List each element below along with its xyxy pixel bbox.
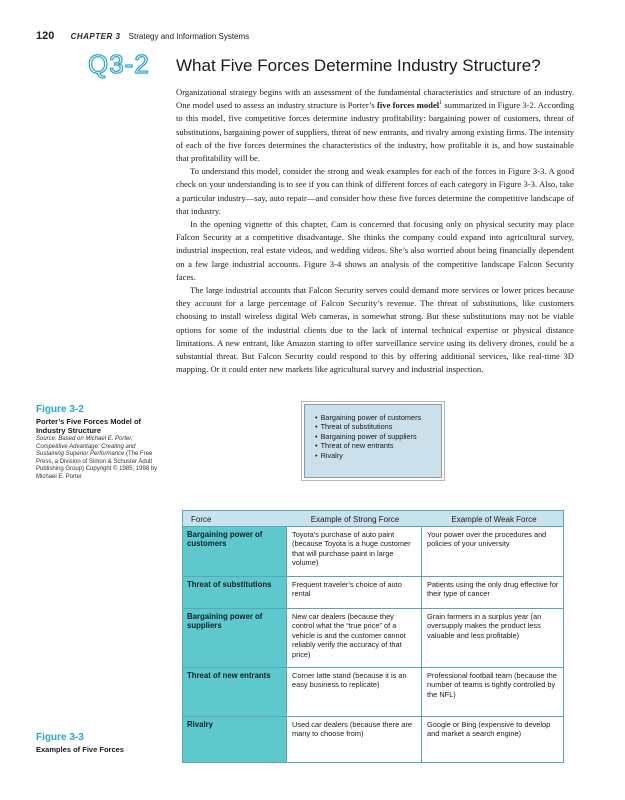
strong-example-cell: Toyota’s purchase of auto paint (because Toyota is a huge customer that will purchase paint in large volume) — [286, 527, 422, 576]
five-forces-box — [304, 404, 442, 478]
force-list-item — [315, 432, 441, 441]
table-row — [182, 609, 564, 667]
bullet-icon: • — [315, 441, 318, 451]
p1-text-before: Organizational strategy begins with an assessment of the fundamental characteristics and structure of an industry. One model used to assess an industry structure is Porter’s — [176, 87, 574, 111]
strong-example-cell: Corner latte stand (because it is an easy business to replicate) — [286, 668, 422, 716]
figure-3-3-caption: Examples of Five Forces — [36, 745, 124, 754]
force-item-label: Bargaining power of suppliers — [320, 431, 417, 441]
running-header — [36, 30, 249, 42]
chapter-title: Strategy and Information Systems — [128, 32, 250, 41]
force-list-item — [315, 413, 441, 422]
table-row — [182, 668, 564, 716]
figure-3-2-caption: Porter’s Five Forces Model of Industry Structure — [36, 417, 142, 435]
force-cell: Bargaining power of customers — [182, 527, 286, 576]
force-cell: Threat of substitutions — [182, 577, 286, 608]
bullet-icon: • — [315, 431, 318, 441]
force-cell: Rivalry — [182, 717, 286, 763]
bullet-icon: • — [315, 413, 318, 422]
page-number: 120 — [36, 30, 55, 42]
credit-publisher: (The Free Press, a Division of Simon & Schuster Adult Publishing Group) Copyright © 1985, 1998 by Michael E. Porter — [36, 451, 158, 480]
paragraph-3: In the opening vignette of this chapter, Cam is concerned that focusing only on physical security may place Falcon Security at a competitive disadvantage. She thinks the company could expand into agricultural survey, industrial inspection, real estate videos, and wedding videos. She’s also worried about being financially dependent on a few large industrial accounts. Figure 3-4 shows an analysis of the competitive landscape Falcon Security faces. — [176, 219, 574, 282]
p1-bold-term: five forces model — [377, 100, 440, 111]
force-item-label: Threat of new entrants — [320, 441, 394, 451]
force-cell: Bargaining power of suppliers — [182, 609, 286, 667]
strong-example-cell: New car dealers (because they control what the “true price” of a vehicle is and the customer cannot reliably verify the accuracy of that price) — [286, 609, 422, 667]
force-list-item — [315, 451, 441, 460]
weak-example-cell: Grain farmers in a surplus year (an oversupply makes the product less valuable and less profitable) — [422, 609, 564, 667]
force-list-item — [315, 441, 441, 450]
weak-example-cell: Professional football team (because the number of teams is tightly controlled by the NFL) — [422, 668, 564, 716]
credit-source-prefix: Source: Based on Michael E. Porter, — [36, 436, 133, 442]
force-item-label: Rivalry — [320, 450, 343, 460]
force-list-item — [315, 422, 441, 431]
five-forces-examples-table — [182, 510, 564, 763]
header-force: Force — [191, 515, 212, 524]
section-title: What Five Forces Determine Industry Structure? — [176, 56, 541, 75]
bullet-icon: • — [315, 450, 318, 460]
weak-example-cell: Google or Bing (expensive to develop and market a search engine) — [422, 717, 564, 763]
p1-text-after: summarized in Figure 3-2. According to this model, five competitive forces determine industry profitability: bargaining power of customers, threat of substitutions, bargaining power of suppliers, threat of new entrants, and rivalry among existing firms. The intensity of each of the five forces determines the characteristics of the industry, how profitable it is, and how sustainable that profitability will be. — [176, 100, 575, 164]
figure-3-2-caption-block — [36, 404, 158, 482]
figure-3-3-label: Figure 3-3 — [36, 732, 84, 743]
force-cell: Threat of new entrants — [182, 668, 286, 716]
figure-3-2-label: Figure 3-2 — [36, 404, 84, 415]
section-code: Q3-2 — [88, 49, 150, 79]
chapter-label: CHAPTER 3 — [70, 32, 121, 41]
header-strong-example: Example of Strong Force — [310, 515, 400, 524]
force-item-label: Threat of substitutions — [320, 422, 393, 432]
table-row — [182, 527, 564, 576]
weak-example-cell: Your power over the procedures and policies of your university — [422, 527, 564, 576]
table-row — [182, 717, 564, 763]
weak-example-cell: Patients using the only drug effective for their type of cancer — [422, 577, 564, 608]
figure-3-3-caption-block — [36, 732, 151, 754]
table-header-row — [182, 510, 564, 527]
footnote-marker: 1 — [439, 100, 443, 107]
paragraph-1 — [176, 86, 574, 165]
five-forces-list — [315, 413, 441, 460]
strong-example-cell: Used car dealers (because there are many to choose from) — [286, 717, 422, 763]
body-text — [176, 86, 574, 376]
force-item-label: Bargaining power of customers — [320, 413, 422, 422]
table-row — [182, 577, 564, 608]
figure-3-2-credit — [36, 436, 158, 482]
header-weak-example: Example of Weak Force — [451, 515, 537, 524]
paragraph-4: The large industrial accounts that Falcon Security serves could demand more services or lower prices because they account for a large percentage of Falcon Security’s revenue. The threat of substitutions, like customers choosing to install wireless digital Web cameras, is somewhat strong. But these substitutions may not be viable options for some of the industrial clients due to the lack of internal technical expertise or physical distance limitations. A new entrant, like Amazon starting to offer surveillance service using its delivery drones, could be a substantial threat. But Falcon Security could respond to this by offering additional services, like real-time 3D mapping. Or it could enter new markets like agricultural survey and industrial inspection. — [176, 285, 574, 375]
bullet-icon: • — [315, 422, 318, 432]
credit-book-title: Competitive Advantage: Creating and Sustaining Superior Performance — [36, 443, 136, 458]
strong-example-cell: Frequent traveler’s choice of auto rental — [286, 577, 422, 608]
paragraph-2: To understand this model, consider the strong and weak examples for each of the forces in Figure 3-3. A good check on your understanding is to see if you can think of different forces of each category in Figure 3-3. Also, take a particular industry—say, auto repair—and consider how these five forces determine the competitive landscape of that industry. — [176, 166, 574, 216]
